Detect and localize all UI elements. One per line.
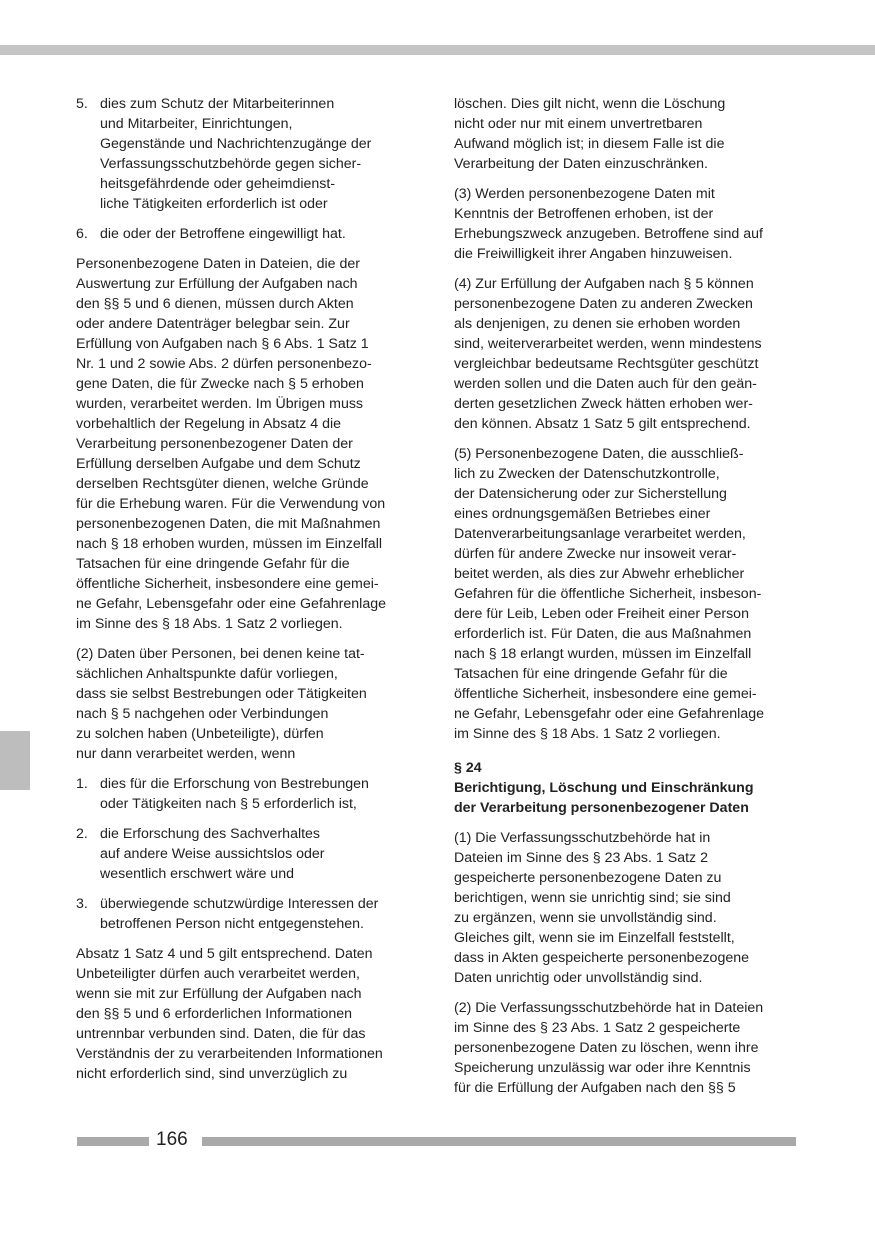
- list-text: dies für die Erforschung von Bestrebungen oder Tätigkeiten nach § 5 erforderlich ist,: [100, 776, 369, 812]
- left-column: [76, 94, 407, 1094]
- list-item-2: [76, 824, 407, 884]
- section-title: Berichtigung, Löschung und Einschränkung der Verarbeitung personenbezogener Daten: [454, 780, 754, 816]
- list-text: überwiegende schutzwürdige Interessen der betroffenen Person nicht entgegenstehen.: [100, 896, 379, 932]
- paragraph-section-3: (3) Werden personenbezogene Daten mit Kenntnis der Betroffenen erhoben, ist der Erhebungszweck anzugeben. Betroffene sind auf die Freiwilligkeit ihrer Angaben hinzuweisen.: [454, 186, 763, 262]
- paragraph-deletion: löschen. Dies gilt nicht, wenn die Löschung nicht oder nur mit einem unvertretbaren Aufwand möglich ist; in diesem Falle ist die Verarbeitung der Daten einzuschränken.: [454, 96, 726, 172]
- paragraph-correction: (1) Die Verfassungsschutzbehörde hat in Dateien im Sinne des § 23 Abs. 1 Satz 2 gespeicherte personenbezogene Daten zu berichtigen, wenn sie unrichtig sind; sie sind zu ergänzen, wenn sie unvollständig sind. Gleiches gilt, wenn sie im Einzelfall feststellt, dass in Akten gespeicherte personenbezogene Daten unrichtig oder unvollständig sind.: [454, 830, 749, 986]
- list-item-5: [76, 94, 407, 214]
- footer-bar-right: [202, 1137, 796, 1146]
- paragraph-data-in-files: Personenbezogene Daten in Dateien, die der Auswertung zur Erfüllung der Aufgaben nach den §§ 5 und 6 dienen, müssen durch Akten oder andere Datenträger belegbar sein. Zur Erfüllung von Aufgaben nach § 6 Abs. 1 Satz 1 Nr. 1 und 2 sowie Abs. 2 dürfen personenbezo- gene Daten, die für Zwecke nach § 5 erhoben wurden, verarbeitet werden. Im Übrigen muss vorbehaltlich der Regelung in Absatz 4 die Verarbeitung personenbezogener Daten der Erfüllung derselben Aufgabe und dem Schutz derselben Rechtsgüter dienen, welche Gründe für die Erhebung waren. Für die Verwendung von personenbezogenen Daten, die mit Maßnahmen nach § 18 erhoben wurden, müssen im Einzelfall Tatsachen für eine dringende Gefahr für die öffentliche Sicherheit, insbesondere eine gemei- ne Gefahr, Lebensgefahr oder eine Gefahrenlage im Sinne des § 18 Abs. 1 Satz 2 vorliegen.: [76, 256, 386, 632]
- section-number: § 24: [454, 760, 482, 776]
- top-divider-bar: [0, 45, 875, 55]
- list-number: 1.: [76, 776, 88, 792]
- list-text: die Erforschung des Sachverhaltes auf andere Weise aussichtslos oder wesentlich erschwert wäre und: [100, 826, 325, 882]
- list-item-6: [76, 224, 407, 244]
- list-item-3: [76, 894, 407, 934]
- section-heading: [454, 758, 786, 818]
- list-number: 3.: [76, 896, 88, 912]
- list-text: dies zum Schutz der Mitarbeiterinnen und Mitarbeiter, Einrichtungen, Gegenstände und Nachrichtenzugänge der Verfassungsschutzbehörde gegen sicher- heitsgefährdende oder geheimdienst- liche Tätigkeiten erforderlich ist oder: [100, 96, 372, 212]
- list-item-1: [76, 774, 407, 814]
- list-text: die oder der Betroffene eingewilligt hat.: [100, 226, 346, 242]
- page-number: 166: [156, 1129, 188, 1150]
- footer-bar-left: [77, 1137, 149, 1146]
- paragraph-absatz-1: Absatz 1 Satz 4 und 5 gilt entsprechend. Daten Unbeteiligter dürfen auch verarbeitet werden, wenn sie mit zur Erfüllung der Aufgaben nach den §§ 5 und 6 erforderlichen Informationen untrennbar verbunden sind. Daten, die für das Verständnis der zu verarbeitenden Informationen nicht erforderlich sind, sind unverzüglich zu: [76, 946, 383, 1082]
- list-number: 6.: [76, 226, 88, 242]
- paragraph-deletion-duty: (2) Die Verfassungsschutzbehörde hat in Dateien im Sinne des § 23 Abs. 1 Satz 2 gespeicherte personenbezogene Daten zu löschen, wenn ihre Speicherung unzulässig war oder ihre Kenntnis für die Erfüllung der Aufgaben nach den §§ 5: [454, 1000, 764, 1096]
- chapter-tab-marker: [0, 731, 30, 790]
- list-number: 5.: [76, 96, 88, 112]
- list-number: 2.: [76, 826, 88, 842]
- paragraph-uninvolved-persons: (2) Daten über Personen, bei denen keine tat- sächlichen Anhaltspunkte dafür vorliegen, dass sie selbst Bestrebungen oder Tätigkeiten nach § 5 nachgehen oder Verbindungen zu solchen haben (Unbeteiligte), dürfen nur dann verarbeitet werden, wenn: [76, 646, 367, 762]
- right-column: [454, 94, 786, 1108]
- paragraph-section-5: (5) Personenbezogene Daten, die ausschließ- lich zu Zwecken der Datenschutzkontrolle, der Datensicherung oder zur Sicherstellung eines ordnungsgemäßen Betriebes einer Datenverarbeitungsanlage verarbeitet werden, dürfen für andere Zwecke nur insoweit verar- beitet werden, als dies zur Abwehr erheblicher Gefahren für die öffentliche Sicherheit, insbeson- dere für Leib, Leben oder Freiheit einer Person erforderlich ist. Für Daten, die aus Maßnahmen nach § 18 erlangt wurden, müssen im Einzelfall Tatsachen für eine dringende Gefahr für die öffentliche Sicherheit, insbesondere eine gemei- ne Gefahr, Lebensgefahr oder eine Gefahrenlage im Sinne des § 18 Abs. 1 Satz 2 vorliegen.: [454, 446, 764, 742]
- paragraph-section-4: (4) Zur Erfüllung der Aufgaben nach § 5 können personenbezogene Daten zu anderen Zwecken als denjenigen, zu denen sie erhoben worden sind, weiterverarbeitet werden, wenn mindestens vergleichbar bedeutsame Rechtsgüter geschützt werden sollen und die Daten auch für den geän- derten gesetzlichen Zweck hätten erhoben wer- den können. Absatz 1 Satz 5 gilt entsprechend.: [454, 276, 762, 432]
